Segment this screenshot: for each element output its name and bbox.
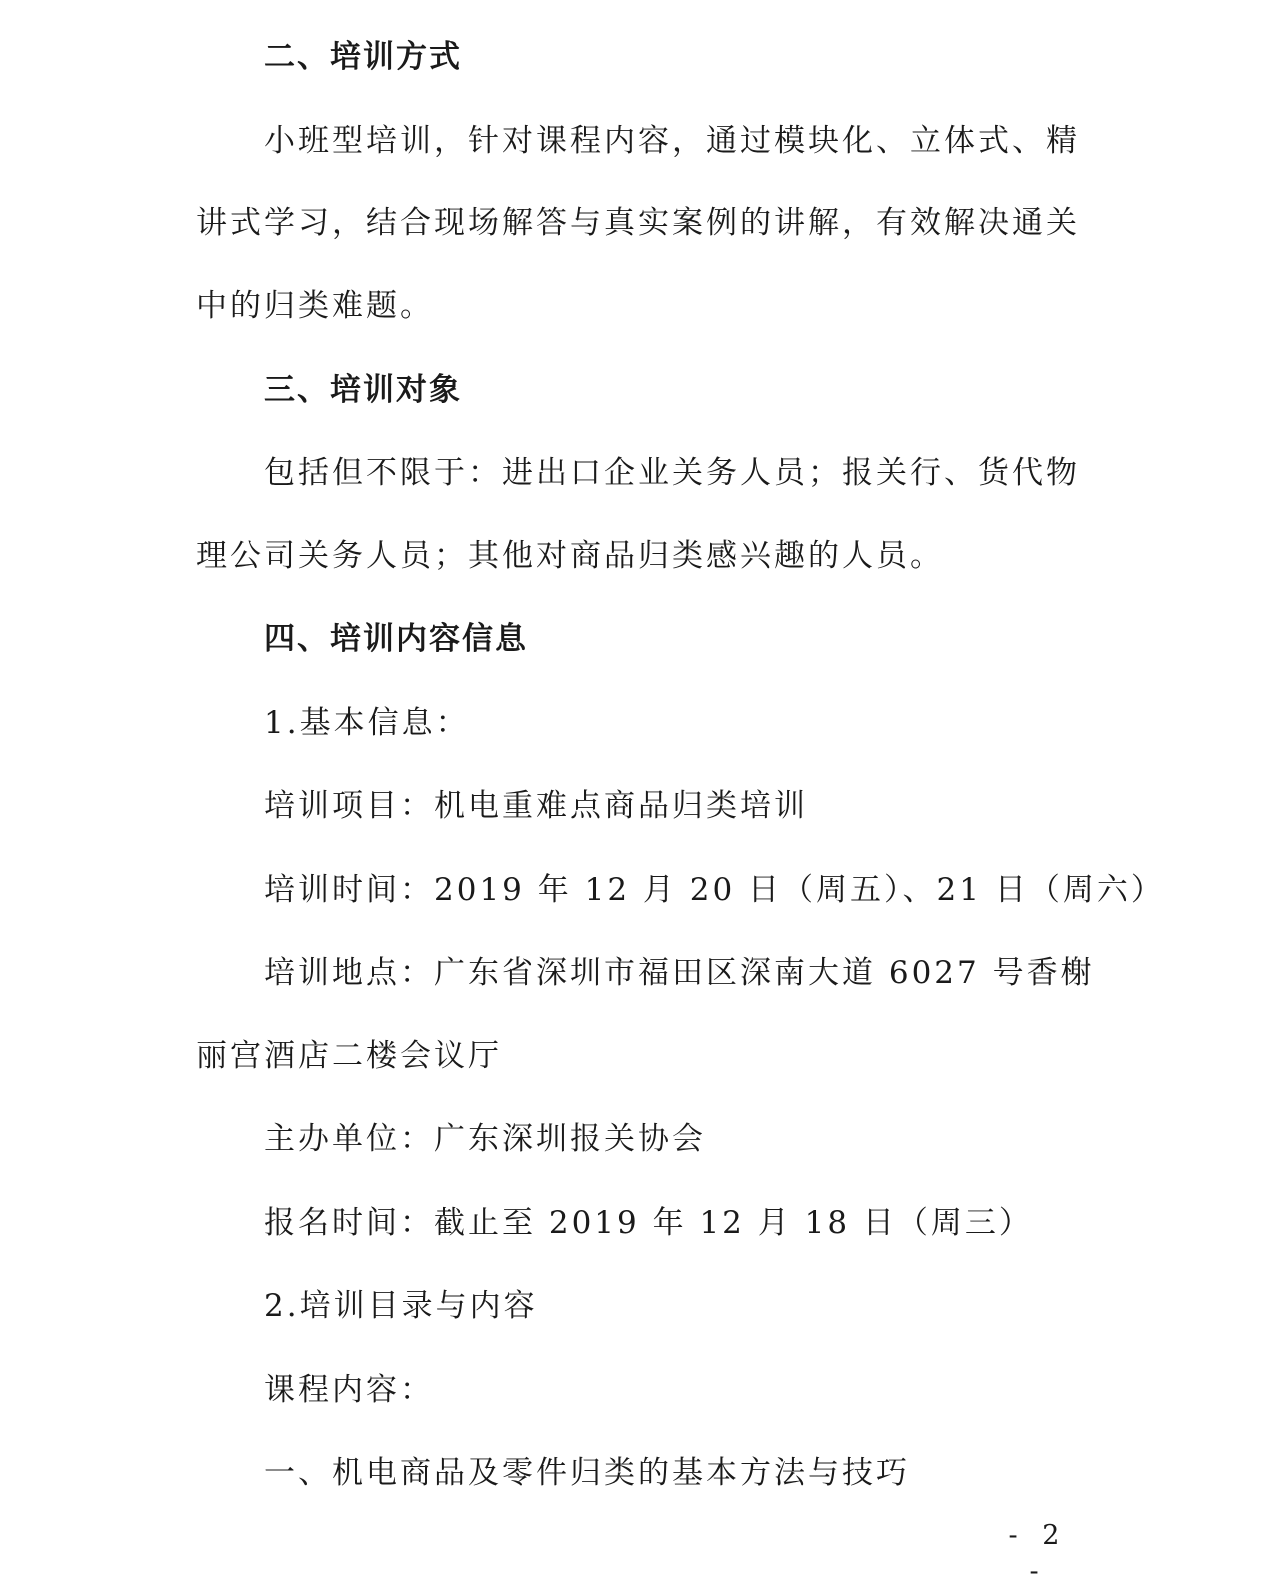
section-heading-training-content: 四、培训内容信息 — [264, 621, 528, 657]
info-training-time: 培训时间：2019 年 12 月 20 日（周五）、21 日（周六） — [264, 872, 1165, 908]
info-training-project: 培训项目：机电重难点商品归类培训 — [264, 788, 808, 824]
subheading-training-catalog: 2.培训目录与内容 — [264, 1288, 538, 1324]
subheading-basic-info: 1.基本信息： — [264, 705, 470, 741]
paragraph-line: 包括但不限于：进出口企业关务人员；报关行、货代物 — [264, 455, 1080, 491]
course-content-label: 课程内容： — [264, 1372, 434, 1408]
paragraph-line: 讲式学习，结合现场解答与真实案例的讲解，有效解决通关 — [196, 205, 1080, 241]
info-organizer: 主办单位：广东深圳报关协会 — [264, 1121, 706, 1157]
paragraph-line: 中的归类难题。 — [196, 288, 434, 324]
page-number: - 2 - — [1008, 1520, 1068, 1587]
info-training-location-continued: 丽宫酒店二楼会议厅 — [196, 1038, 502, 1074]
paragraph-line: 理公司关务人员；其他对商品归类感兴趣的人员。 — [196, 538, 944, 574]
course-item-1: 一、机电商品及零件归类的基本方法与技巧 — [264, 1455, 910, 1491]
section-heading-training-method: 二、培训方式 — [264, 39, 462, 75]
info-training-location: 培训地点：广东省深圳市福田区深南大道 6027 号香榭 — [264, 955, 1095, 991]
paragraph-line: 小班型培训，针对课程内容，通过模块化、立体式、精 — [264, 123, 1080, 159]
section-heading-training-audience: 三、培训对象 — [264, 372, 462, 408]
info-registration-time: 报名时间：截止至 2019 年 12 月 18 日（周三） — [264, 1205, 1033, 1241]
